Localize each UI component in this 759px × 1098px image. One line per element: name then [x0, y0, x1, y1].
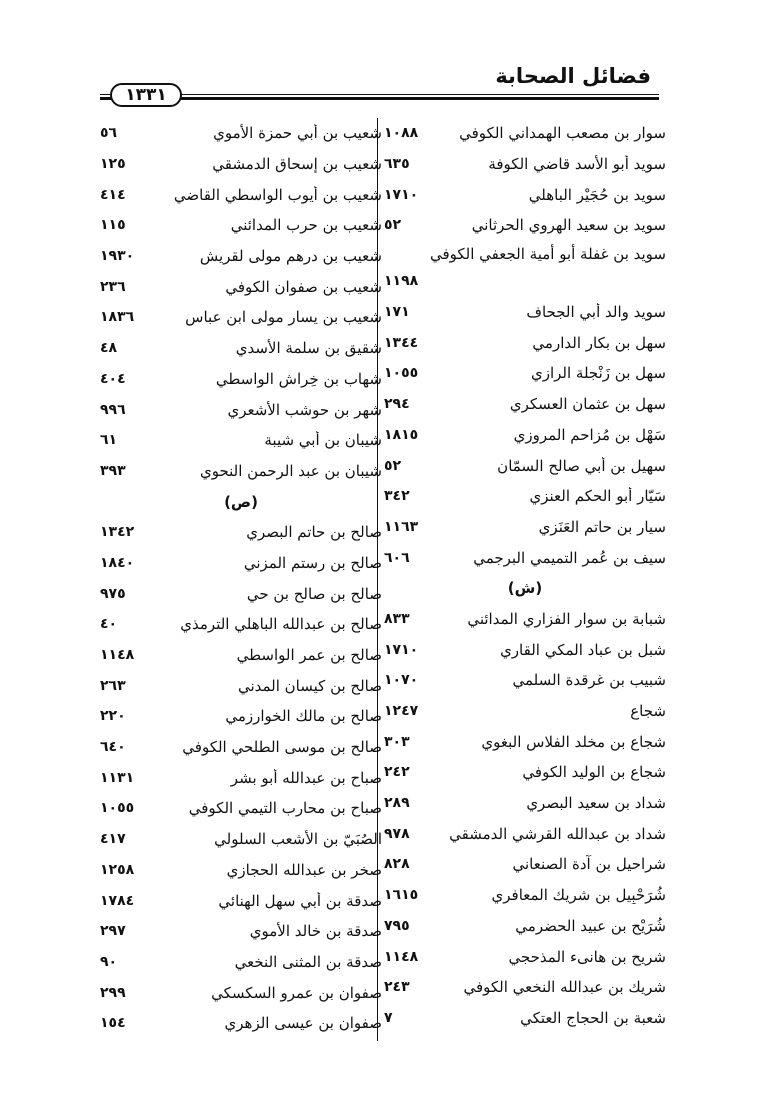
- index-entry: [384, 358, 666, 389]
- entry-reference-number: ٩٩٦: [100, 401, 126, 418]
- index-entry: [100, 179, 382, 210]
- entry-name: شعبة بن الحجاج العتكي: [520, 1008, 666, 1027]
- entry-reference-number: ١٩٣٠: [100, 248, 135, 265]
- index-entry: [384, 450, 666, 481]
- index-entry: [100, 578, 382, 609]
- entry-name: شجاع: [630, 702, 666, 721]
- index-entry: [100, 394, 382, 425]
- entry-name: شريح بن هانىء المذحجي: [508, 947, 666, 966]
- section-heading: (ش): [507, 579, 543, 598]
- entry-name: سويد أبو الأسد قاضي الكوفة: [488, 155, 666, 174]
- entry-name: سيف بن عُمر التميمي البرجمي: [473, 548, 666, 567]
- index-entry: [384, 327, 666, 358]
- entry-name: شجاع بن الوليد الكوفي: [522, 763, 666, 782]
- index-entry: [100, 456, 382, 487]
- index-entry: [384, 297, 666, 328]
- entry-name: شداد بن عبدالله القرشي الدمشقي: [449, 824, 666, 843]
- entry-reference-number: ١٠٨٨: [384, 125, 419, 142]
- entry-name: شريك بن عبدالله النخعي الكوفي: [463, 978, 666, 997]
- entry-name: صدقة بن خالد الأموي: [249, 922, 382, 941]
- entry-name: صفوان بن عيسى الزهري: [224, 1014, 382, 1033]
- index-entry: [384, 665, 666, 696]
- entry-reference-number: ١٧٨٤: [100, 892, 135, 909]
- entry-name: صالح بن صالح بن حي: [246, 584, 382, 603]
- index-entry: [100, 793, 382, 824]
- index-entry: [100, 885, 382, 916]
- index-entry: [100, 609, 382, 640]
- entry-name: صخر بن عبدالله الحجازي: [226, 860, 382, 879]
- entry-name: شُرَيْح بن عبيد الحضرمي: [515, 916, 666, 935]
- entry-name: سهل بن عثمان العسكري: [509, 395, 666, 414]
- entry-name: سَيّار أبو الحكم العنزي: [529, 487, 666, 506]
- entry-reference-number: ١٦١٥: [384, 887, 419, 904]
- entry-name: صباح بن عبدالله أبو بشر: [230, 768, 382, 787]
- entry-reference-number: ٦٤٠: [100, 739, 126, 756]
- index-entry: [100, 824, 382, 855]
- entry-reference-number: ٢٤٢: [384, 764, 410, 781]
- entry-reference-number: ٢٩٩: [100, 984, 126, 1001]
- entry-reference-number: ١٨٣٦: [100, 309, 135, 326]
- index-entry: [100, 271, 382, 302]
- index-entry: [384, 241, 666, 297]
- entry-reference-number: ٢٨٩: [384, 795, 410, 812]
- index-entry: [100, 640, 382, 671]
- index-entry: [100, 732, 382, 763]
- entry-reference-number: ٦٠٦: [384, 549, 410, 566]
- entry-reference-number: ٢٦٣: [100, 677, 126, 694]
- index-column-left: [100, 118, 382, 1039]
- entry-name: شعيب بن يسار مولى ابن عباس: [185, 308, 382, 327]
- entry-name: صالح بن رستم المزني: [243, 553, 382, 572]
- entry-name: شعيب بن صفوان الكوفي: [225, 277, 382, 296]
- entry-name: صالح بن مالك الخوارزمي: [225, 707, 382, 726]
- entry-reference-number: ١٨١٥: [384, 426, 419, 443]
- index-entry: [384, 911, 666, 942]
- entry-reference-number: ١٢٤٧: [384, 703, 419, 720]
- entry-reference-number: ٤٠٤: [100, 370, 126, 387]
- index-entry: [100, 302, 382, 333]
- index-entry: [384, 210, 666, 241]
- entry-reference-number: ١٨٤٠: [100, 554, 135, 571]
- index-entry: [100, 947, 382, 978]
- entry-name: سويد بن غفلة أبو أمية الجعفي الكوفي: [429, 244, 666, 263]
- index-entry: [384, 818, 666, 849]
- entry-reference-number: ١٣٤٤: [384, 334, 419, 351]
- entry-reference-number: ٤١٧: [100, 831, 126, 848]
- page-header: [100, 64, 659, 104]
- entry-reference-number: ١١٤٨: [384, 948, 419, 965]
- entry-reference-number: ٩٧٨: [384, 825, 410, 842]
- entry-reference-number: ٢٩٧: [100, 923, 126, 940]
- entry-reference-number: ٨٣٣: [384, 610, 410, 627]
- entry-reference-number: ٥٢: [384, 457, 402, 474]
- entry-name: سويد بن سعيد الهروي الحرثاني: [471, 216, 666, 235]
- index-entry: [100, 241, 382, 272]
- entry-reference-number: ٣٩٣: [100, 462, 126, 479]
- index-entry: [100, 1008, 382, 1039]
- entry-name: شبيب بن غرقدة السلمي: [512, 671, 666, 690]
- index-entry: [100, 916, 382, 947]
- entry-name: صالح بن عبدالله الباهلي الترمذي: [180, 615, 382, 634]
- index-entry: [384, 696, 666, 727]
- entry-reference-number: ١٥٤: [100, 1015, 126, 1032]
- entry-name: شقيق بن سلمة الأسدي: [235, 339, 382, 358]
- entry-reference-number: ٢٣٦: [100, 278, 126, 295]
- entry-name: سَهْل بن مُزاحم المروزي: [513, 425, 666, 444]
- index-entry: [100, 517, 382, 548]
- entry-reference-number: ٧٩٥: [384, 917, 410, 934]
- section-heading: (ص): [224, 492, 258, 511]
- entry-reference-number: ١١٣١: [100, 769, 135, 786]
- index-entry: [384, 149, 666, 180]
- index-entry: [384, 941, 666, 972]
- index-entry: [384, 604, 666, 635]
- entry-reference-number: ٦٣٥: [384, 156, 410, 173]
- entry-name: صالح بن كيسان المدني: [237, 676, 382, 695]
- entry-reference-number: ٥٢: [384, 217, 402, 234]
- index-entry: [384, 726, 666, 757]
- index-entry: [100, 333, 382, 364]
- entry-name: سهل بن زَنْجلة الرازي: [530, 364, 666, 383]
- index-entry: [384, 757, 666, 788]
- index-entry: [384, 420, 666, 451]
- index-entry: [100, 670, 382, 701]
- entry-name: صالح بن موسى الطلحي الكوفي: [182, 738, 382, 757]
- header-rule-thin: [100, 94, 659, 95]
- index-entry: [100, 210, 382, 241]
- index-entry: [384, 972, 666, 1003]
- entry-reference-number: ٦١: [100, 432, 118, 449]
- entry-name: صفوان بن عمرو السكسكي: [211, 983, 382, 1002]
- index-entry: [384, 512, 666, 543]
- index-entry: [384, 542, 666, 573]
- entry-name: شجاع بن مخلد الفلاس البغوي: [481, 732, 666, 751]
- header-rule-thick: [100, 97, 659, 100]
- entry-name: صباح بن محارب التيمي الكوفي: [188, 799, 382, 818]
- entry-name: سوار بن مصعب الهمداني الكوفي: [459, 124, 666, 143]
- entry-name: سهل بن بكار الدارمي: [532, 333, 666, 352]
- entry-reference-number: ٩٠: [100, 953, 118, 970]
- entry-reference-number: ٣٤٢: [384, 488, 410, 505]
- entry-name: صدقة بن المثنى النخعي: [234, 952, 382, 971]
- entry-name: شهاب بن خِراش الواسطي: [215, 369, 382, 388]
- index-entry: [384, 118, 666, 149]
- index-entry: [384, 179, 666, 210]
- entry-name: سويد والد أبي الجحاف: [526, 303, 666, 322]
- entry-reference-number: ١٠٥٥: [100, 800, 135, 817]
- entry-name: صدقة بن أبي سهل الهنائي: [218, 891, 382, 910]
- entry-reference-number: ١٢٥٨: [100, 861, 135, 878]
- entry-name: شعيب بن درهم مولى لقريش: [199, 247, 382, 266]
- index-entry: [100, 425, 382, 456]
- entry-name: شعيب بن حرب المدائني: [230, 216, 382, 235]
- entry-name: شعيب بن أيوب الواسطي القاضي: [173, 185, 382, 204]
- entry-reference-number: ٢٩٤: [384, 396, 410, 413]
- entry-name: شبابة بن سوار الفزاري المدائني: [467, 609, 666, 628]
- index-entry: [384, 880, 666, 911]
- entry-name: شراحيل بن آدة الصنعاني: [512, 855, 666, 874]
- index-entry: [100, 701, 382, 732]
- index-entry: [100, 548, 382, 579]
- entry-reference-number: ١٧١٠: [384, 641, 419, 658]
- entry-reference-number: ١١٦٣: [384, 518, 419, 535]
- entry-reference-number: ١١٥: [100, 217, 126, 234]
- index-entry: [384, 481, 666, 512]
- entry-name: شداد بن سعيد البصري: [526, 794, 666, 813]
- entry-reference-number: ١١٤٨: [100, 647, 135, 664]
- entry-name: سهيل بن أبي صالح السمّان: [497, 456, 666, 475]
- entry-name: شبل بن عباد المكي القاري: [500, 640, 666, 659]
- index-entry: [100, 364, 382, 395]
- index-entry: [100, 762, 382, 793]
- index-entry: [100, 149, 382, 180]
- entry-reference-number: ١٧١٠: [384, 186, 419, 203]
- entry-reference-number: ٢٢٠: [100, 708, 126, 725]
- entry-name: صالح بن عمر الواسطي: [236, 646, 382, 665]
- entry-name: سويد بن حُجَيْر الباهلي: [528, 185, 666, 204]
- entry-reference-number: ٤١٤: [100, 186, 126, 203]
- entry-reference-number: ٧: [384, 1009, 393, 1026]
- entry-name: شعيب بن إسحاق الدمشقي: [212, 155, 382, 174]
- index-entry: [384, 1003, 666, 1034]
- index-entry: [384, 634, 666, 665]
- index-entry: [384, 389, 666, 420]
- index-entry: [384, 849, 666, 880]
- entry-reference-number: ١٧١: [384, 304, 410, 321]
- entry-reference-number: ٢٤٣: [384, 979, 410, 996]
- entry-name: صالح بن حاتم البصري: [246, 523, 382, 542]
- entry-name: شُرَحْبِيل بن شريك المعافري: [491, 886, 666, 905]
- entry-reference-number: ٨٢٨: [384, 856, 410, 873]
- index-column-right: [384, 118, 666, 1033]
- entry-reference-number: ٣٠٣: [384, 733, 410, 750]
- entry-reference-number: ٤٠: [100, 616, 118, 633]
- entry-name: الصُبَيّ بن الأشعب السلولي: [214, 830, 382, 849]
- entry-name: شعيب بن أبي حمزة الأموي: [213, 124, 382, 143]
- entry-name: شيبان بن أبي شيبة: [264, 431, 382, 450]
- entry-reference-number: ٩٧٥: [100, 585, 126, 602]
- entry-reference-number: ١٣٤٢: [100, 524, 135, 541]
- entry-reference-number: ١٠٧٠: [384, 672, 419, 689]
- index-entry: [100, 118, 382, 149]
- index-entry: [384, 788, 666, 819]
- entry-name: سيار بن حاتم العَنَزي: [538, 517, 666, 536]
- index-entry: [100, 977, 382, 1008]
- book-title: فضائل الصحابة: [495, 64, 651, 88]
- page-number: ١٣٣١: [110, 83, 182, 107]
- entry-reference-number: ١٢٥: [100, 156, 126, 173]
- entry-name: شهر بن حوشب الأشعري: [227, 400, 382, 419]
- entry-reference-number: ٥٦: [100, 125, 118, 142]
- entry-reference-number: ٤٨: [100, 340, 118, 357]
- entry-reference-number: ١٠٥٥: [384, 365, 419, 382]
- entry-name: شيبان بن عبد الرحمن النحوي: [199, 461, 382, 480]
- entry-reference-number: ١١٩٨: [384, 272, 419, 289]
- index-entry: [100, 855, 382, 886]
